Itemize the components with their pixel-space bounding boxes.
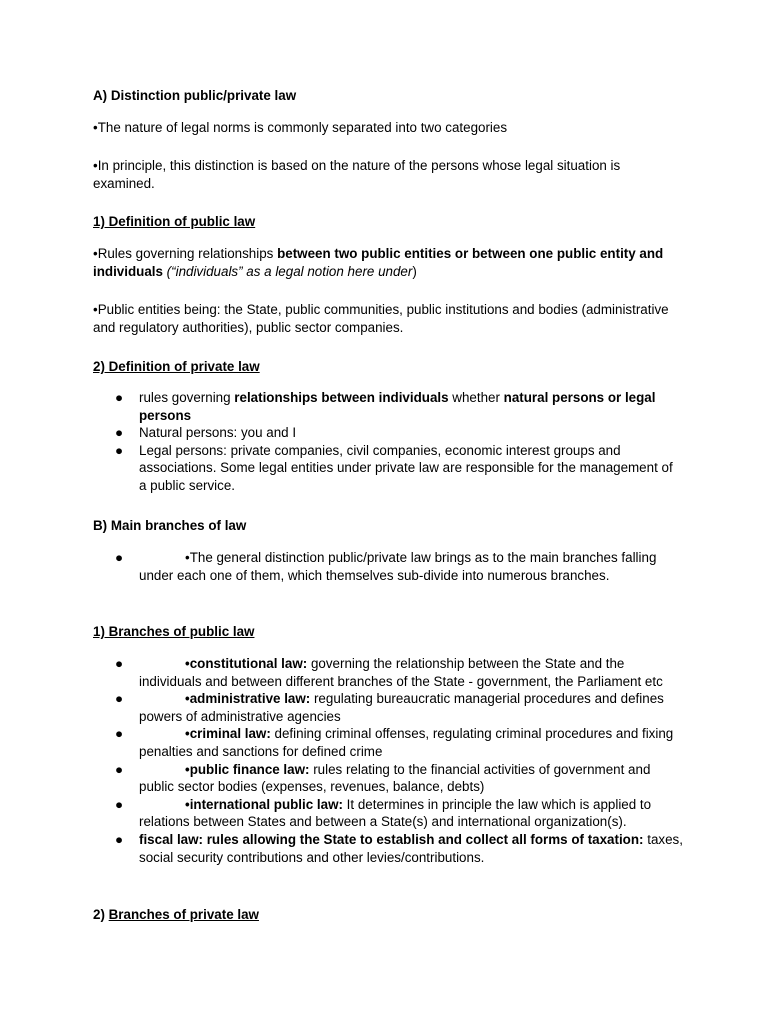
list-item: ● Natural persons: you and I: [115, 425, 297, 441]
bullet-icon: ●: [115, 425, 124, 441]
public-law-definition-paragraph-1: •Rules governing relationships between two public entities or between one public entity and individuals (“individuals” as a legal notion here under): [93, 246, 664, 279]
bullet-icon: ●: [115, 442, 124, 458]
private-law-branches-heading: 2) Branches of private law: [93, 907, 259, 922]
list-item: ● •criminal law: defining criminal offenses, regulating criminal procedures and fixing penalties and sanctions for defined crime: [115, 726, 674, 759]
private-law-definition-heading: 2) Definition of private law: [93, 359, 260, 374]
public-law-branches-list: [93, 655, 683, 866]
public-law-definition-paragraph-2: •Public entities being: the State, public communities, public institutions and bodies (administrative and regulatory authorities), public sector companies.: [93, 302, 669, 335]
list-item: ● rules governing relationships between individuals whether natural persons or legal persons: [115, 390, 656, 423]
list-item: ● •international public law: It determines in principle the law which is applied to relations between States and between a State(s) and international organization(s).: [115, 796, 652, 830]
bullet-icon: ●: [115, 761, 124, 777]
bullet-icon: ●: [115, 726, 124, 742]
section-a-heading: A) Distinction public/private law: [93, 88, 297, 103]
public-law-definition-heading: 1) Definition of public law: [93, 214, 256, 229]
list-item: ● •constitutional law: governing the relationship between the State and the individuals and between different branches of the State - government, the Parliament etc: [115, 656, 663, 689]
bullet-icon: ●: [115, 831, 124, 847]
public-law-branches-heading: 1) Branches of public law: [93, 624, 255, 639]
bullet-icon: ●: [115, 656, 124, 671]
list-item: ● Legal persons: private companies, civil companies, economic interest groups and associations. Some legal entities under private law are responsible for the management of a public service.: [115, 442, 673, 493]
section-b-list: [93, 549, 683, 584]
bullet-icon: ●: [115, 691, 124, 707]
section-b-heading: B) Main branches of law: [93, 518, 247, 533]
bullet-icon: ●: [115, 796, 124, 812]
bullet-icon: ●: [115, 390, 124, 405]
bullet-icon: ●: [115, 550, 124, 565]
section-a-paragraph-2: •In principle, this distinction is based on the nature of the persons whose legal situation is examined.: [93, 158, 621, 191]
private-law-definition-list: [93, 389, 683, 495]
section-a-paragraph-1: •The nature of legal norms is commonly separated into two categories: [93, 120, 508, 135]
list-item: ● •administrative law: regulating bureaucratic managerial procedures and defines powers of administrative agencies: [115, 691, 664, 724]
list-item: ● •public finance law: rules relating to the financial activities of government and public sector bodies (expenses, revenues, balance, debts): [115, 761, 651, 795]
list-item: ● •The general distinction public/private law brings as to the main branches falling under each one of them, which themselves sub-divide into numerous branches.: [115, 550, 657, 583]
list-item: ● fiscal law: rules allowing the State to establish and collect all forms of taxation: taxes, social security contributions and other levies/contributions.: [115, 831, 683, 865]
